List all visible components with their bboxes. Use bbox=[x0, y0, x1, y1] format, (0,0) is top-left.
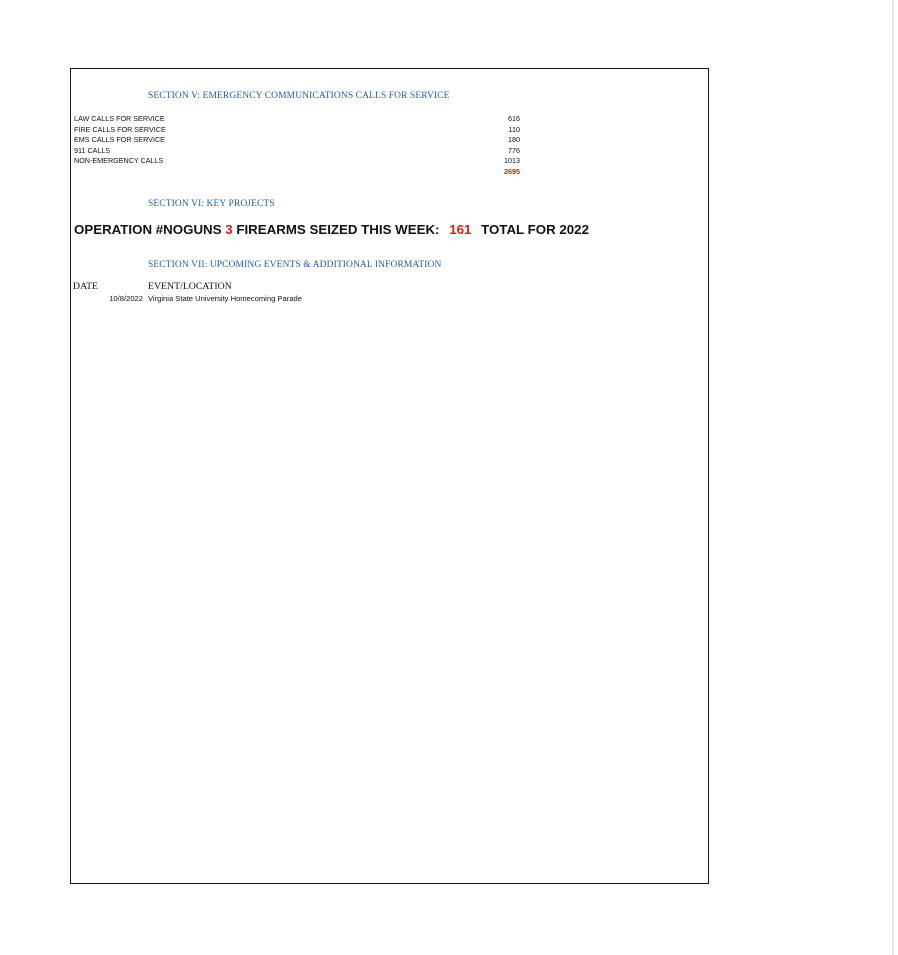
total-row bbox=[74, 167, 524, 178]
section-vi-heading: SECTION VI: KEY PROJECTS bbox=[148, 199, 275, 209]
event-column-header: EVENT/LOCATION bbox=[148, 281, 232, 292]
table-row bbox=[74, 125, 524, 136]
section-vii-heading: SECTION VII: UPCOMING EVENTS & ADDITIONAL INFORMATION bbox=[148, 260, 442, 270]
document-page bbox=[70, 68, 709, 884]
table-row bbox=[74, 156, 524, 167]
calls-table bbox=[74, 114, 524, 177]
weekly-firearms-label: FIREARMS SEIZED THIS WEEK: bbox=[236, 222, 440, 237]
table-row bbox=[74, 135, 524, 146]
event-date: 10/8/2022 bbox=[109, 294, 143, 303]
call-label: 911 CALLS bbox=[74, 145, 111, 155]
table-row bbox=[74, 146, 524, 157]
section-v-heading: SECTION V: EMERGENCY COMMUNICATIONS CALLS FOR SERVICE bbox=[148, 91, 450, 101]
yearly-firearms-label: TOTAL FOR 2022 bbox=[481, 222, 589, 237]
calls-total: 2695 bbox=[504, 166, 520, 176]
call-label: FIRE CALLS FOR SERVICE bbox=[74, 124, 166, 134]
yearly-firearms-count: 161 bbox=[449, 222, 472, 237]
viewer-edge-rule bbox=[892, 0, 894, 955]
date-column-header: DATE bbox=[73, 281, 99, 292]
call-label: NON-EMERGENCY CALLS bbox=[74, 156, 164, 165]
call-value: 180 bbox=[508, 135, 520, 144]
operation-noguns-line bbox=[74, 222, 589, 237]
call-value: 110 bbox=[508, 124, 520, 134]
table-row bbox=[74, 114, 524, 125]
operation-name: OPERATION #NOGUNS bbox=[74, 222, 222, 237]
call-value: 776 bbox=[508, 145, 520, 155]
call-label: LAW CALLS FOR SERVICE bbox=[74, 114, 165, 123]
weekly-firearms-count: 3 bbox=[225, 222, 233, 237]
call-value: 1013 bbox=[504, 156, 520, 165]
call-label: EMS CALLS FOR SERVICE bbox=[74, 135, 165, 144]
event-name: Virginia State University Homecoming Parade bbox=[148, 294, 302, 303]
call-value: 616 bbox=[508, 114, 520, 123]
